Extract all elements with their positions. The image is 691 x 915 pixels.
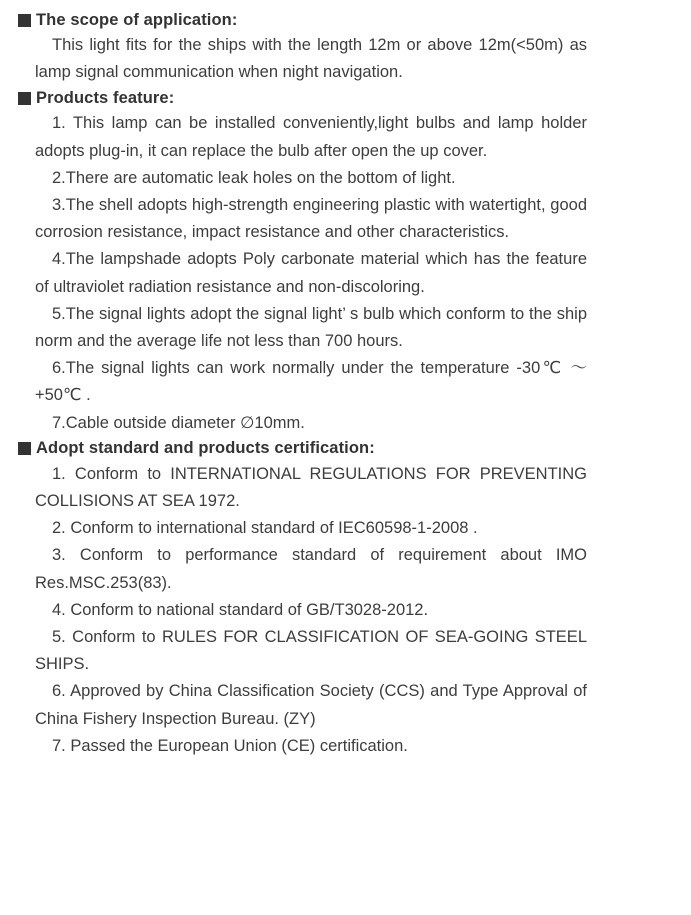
- heading-text: Products feature:: [36, 88, 175, 107]
- paragraph-text: 7. Passed the European Union (CE) certification.: [52, 736, 408, 755]
- section-scope: [18, 8, 691, 86]
- paragraph-text: 1. This lamp can be installed conveniently,light bulbs and lamp holder adopts plug-in, it can replace the bulb after open the up cover.: [35, 114, 587, 160]
- list-item: [35, 678, 587, 732]
- paragraph-text: 2.There are automatic leak holes on the bottom of light.: [52, 168, 456, 187]
- section-certification: [18, 437, 691, 760]
- paragraph-text: 5.The signal lights adopt the signal light’ s bulb which conform to the ship norm and the average life not less than 700 hours.: [35, 304, 587, 351]
- section-heading: [18, 86, 691, 110]
- heading-text: Adopt standard and products certification:: [36, 439, 375, 458]
- list-item: [35, 624, 587, 678]
- section-heading: [18, 437, 691, 461]
- square-bullet-icon: [18, 92, 31, 105]
- paragraph-text: 6.The signal lights can work normally under the temperature -30℃ ～ +50℃ .: [35, 359, 587, 405]
- list-item: [35, 597, 587, 624]
- heading-text: The scope of application:: [36, 10, 238, 29]
- paragraph-text: 3.The shell adopts high-strength engineering plastic with watertight, good corrosion resistance, impact resistance and other characteristics.: [35, 196, 587, 242]
- paragraph: [35, 32, 587, 86]
- list-item: [35, 246, 587, 300]
- paragraph-text: 2. Conform to international standard of IEC60598-1-2008 .: [52, 519, 478, 538]
- list-item: [35, 355, 587, 409]
- paragraph-text: 5. Conform to RULES FOR CLASSIFICATION OF SEA-GOING STEEL SHIPS.: [35, 628, 587, 674]
- square-bullet-icon: [18, 442, 31, 455]
- list-item: [35, 461, 587, 515]
- list-item: [35, 542, 587, 596]
- list-item: [35, 110, 587, 164]
- list-item: [35, 192, 587, 246]
- paragraph-text: 3. Conform to performance standard of requirement about IMO Res.MSC.253(83).: [35, 546, 587, 592]
- square-bullet-icon: [18, 14, 31, 27]
- section-features: [18, 86, 691, 436]
- paragraph-text: 4.The lampshade adopts Poly carbonate material which has the feature of ultraviolet radiation resistance and non-discoloring.: [35, 250, 587, 296]
- list-item: [35, 733, 587, 760]
- paragraph-text: 6. Approved by China Classification Society (CCS) and Type Approval of China Fishery Inspection Bureau. (ZY): [35, 682, 587, 728]
- list-item: [35, 165, 587, 192]
- section-heading: [18, 8, 691, 32]
- paragraph-text: 7.Cable outside diameter ∅10mm.: [52, 413, 305, 432]
- list-item: [35, 410, 587, 437]
- paragraph-text: 4. Conform to national standard of GB/T3028-2012.: [52, 600, 429, 619]
- list-item: [35, 301, 587, 355]
- list-item: [35, 515, 587, 542]
- paragraph-text: 1. Conform to INTERNATIONAL REGULATIONS FOR PREVENTING COLLISIONS AT SEA 1972.: [35, 464, 587, 511]
- paragraph-text: This light fits for the ships with the length 12m or above 12m(<50m) as lamp signal communication when night navigation.: [35, 36, 587, 82]
